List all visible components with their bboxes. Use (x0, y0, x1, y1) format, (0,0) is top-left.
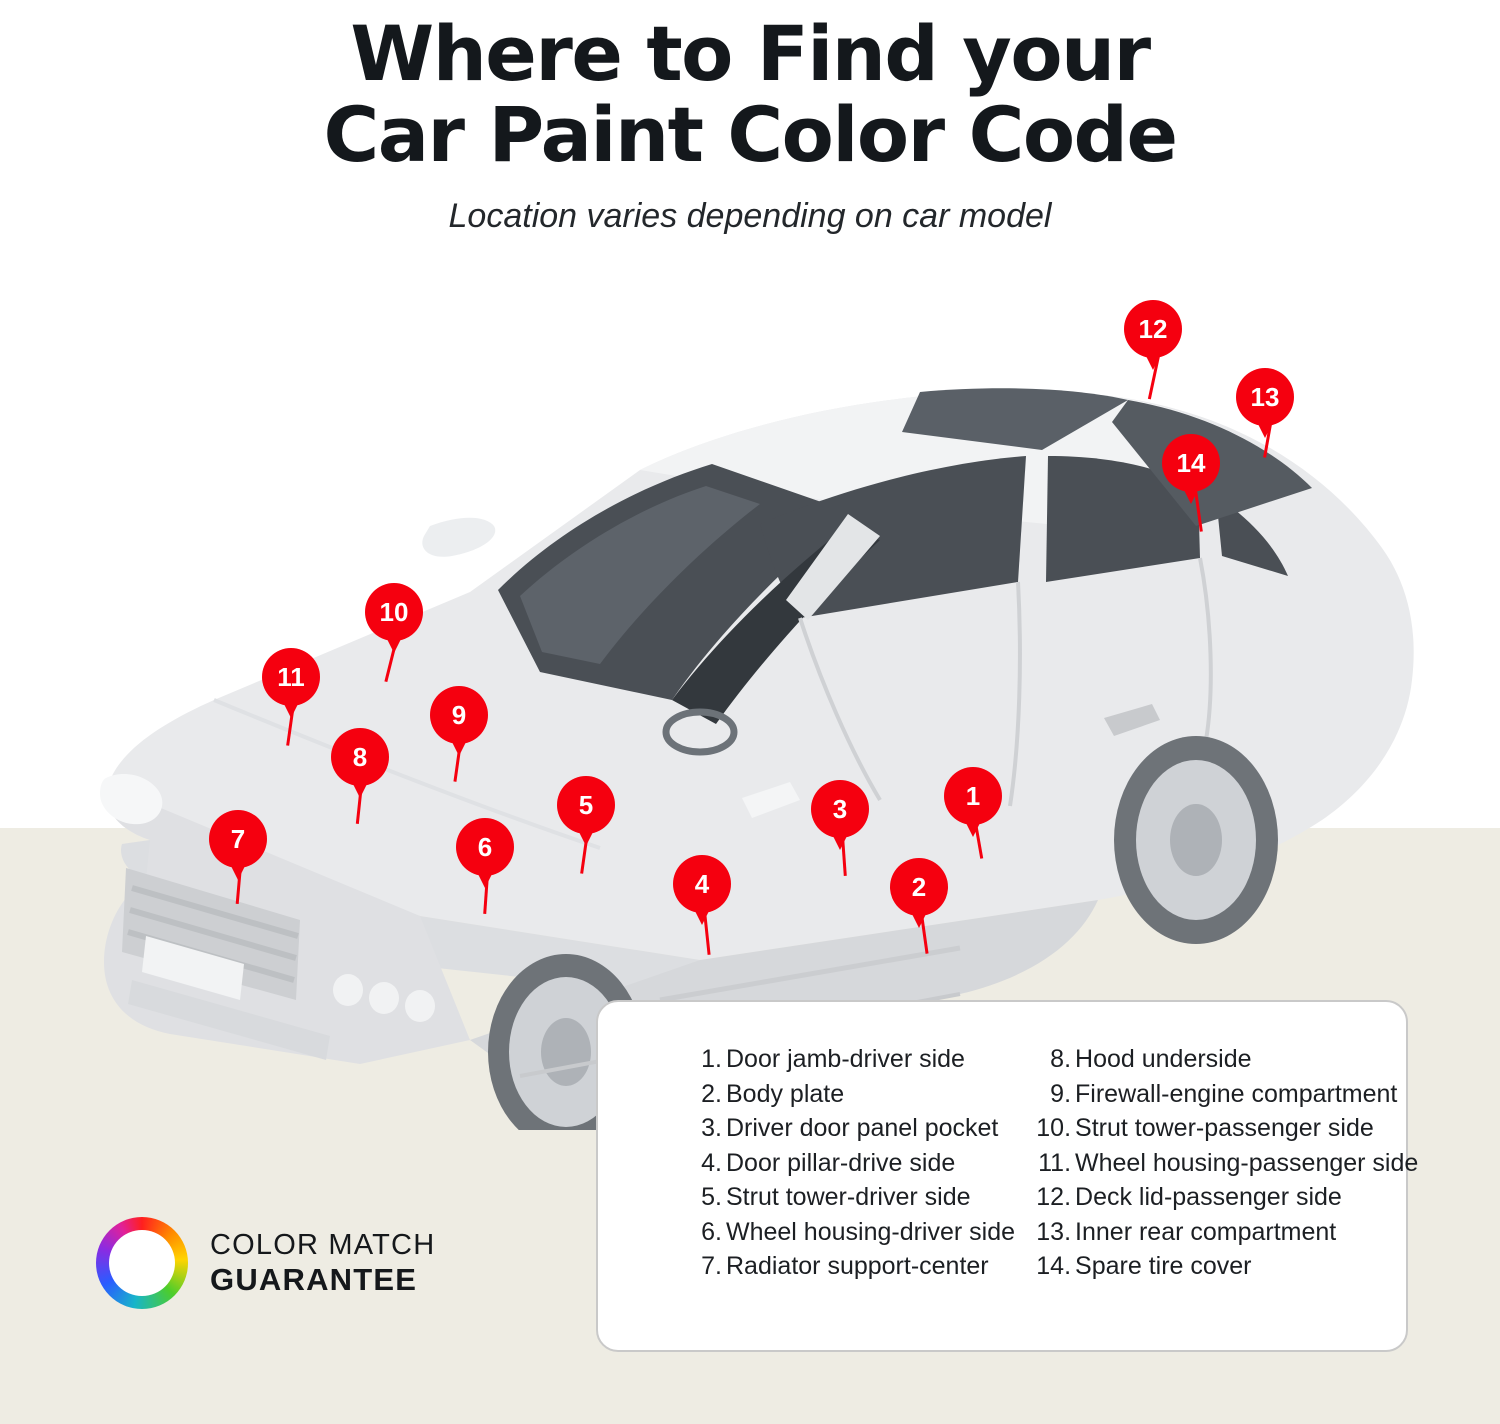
map-pin-2[interactable]: 2 (890, 858, 948, 916)
legend-item-number: 3. (701, 1114, 722, 1142)
map-pin-6[interactable]: 6 (456, 818, 514, 876)
color-match-guarantee-logo (96, 1208, 516, 1318)
color-wheel-icon (96, 1217, 188, 1309)
legend-item-label: Strut tower-passenger side (1075, 1114, 1374, 1142)
legend-item (684, 1111, 1015, 1146)
map-pin-14[interactable]: 14 (1162, 434, 1220, 492)
legend-item-number: 6. (701, 1217, 722, 1246)
legend-item-number: 7. (701, 1252, 722, 1280)
legend-item (684, 1180, 1015, 1215)
legend-item-label: Radiator support-center (726, 1252, 989, 1280)
legend-item (1033, 1249, 1418, 1284)
map-pin-5[interactable]: 5 (557, 776, 615, 834)
logo-text (210, 1229, 435, 1298)
legend-item-number: 4. (701, 1148, 722, 1177)
legend-item-number: 11. (1038, 1148, 1072, 1177)
legend-item (1033, 1146, 1418, 1181)
legend-item-label: Inner rear compartment (1075, 1217, 1337, 1246)
legend-item (684, 1042, 1015, 1077)
legend-item-number: 12. (1036, 1183, 1072, 1211)
legend-item-number: 5. (701, 1183, 722, 1211)
page-title-line2: Car Paint Color Code (323, 89, 1177, 179)
legend-item-label: Wheel housing-driver side (726, 1217, 1016, 1246)
legend-item (1033, 1111, 1418, 1146)
legend-item-label: Firewall-engine compartment (1075, 1079, 1398, 1108)
legend-item-label: Strut tower-driver side (726, 1183, 971, 1211)
legend-item (684, 1249, 1015, 1284)
map-pin-8[interactable]: 8 (331, 728, 389, 786)
logo-line-2: GUARANTEE (210, 1261, 418, 1297)
legend-item-label: Driver door panel pocket (726, 1114, 999, 1142)
legend-item (684, 1146, 1015, 1181)
legend-column-right (1015, 1042, 1418, 1284)
legend-item-number: 13. (1036, 1217, 1072, 1246)
legend-item-number: 1. (701, 1045, 722, 1073)
map-pin-1[interactable]: 1 (944, 767, 1002, 825)
legend-item-number: 10. (1036, 1114, 1072, 1142)
eyedropper-icon (96, 1217, 188, 1309)
legend-item-label: Spare tire cover (1075, 1252, 1252, 1280)
legend-item (684, 1215, 1015, 1250)
legend-item (684, 1077, 1015, 1112)
legend-item-label: Deck lid-passenger side (1075, 1183, 1342, 1211)
map-pin-7[interactable]: 7 (209, 810, 267, 868)
map-pin-11[interactable]: 11 (262, 648, 320, 706)
legend-item-label: Body plate (726, 1079, 845, 1108)
legend-item-number: 8. (1050, 1045, 1072, 1073)
map-pin-12[interactable]: 12 (1124, 300, 1182, 358)
legend-item-label: Door jamb-driver side (726, 1045, 965, 1073)
legend-item (1033, 1042, 1418, 1077)
logo-line-1: COLOR MATCH (210, 1228, 436, 1261)
legend-item-number: 14. (1036, 1252, 1072, 1280)
rear-wheel (1114, 736, 1278, 944)
map-pin-10[interactable]: 10 (365, 583, 423, 641)
legend-item-number: 2. (701, 1079, 722, 1108)
legend-item-label: Hood underside (1075, 1045, 1252, 1073)
legend-item (1033, 1215, 1418, 1250)
legend-panel (596, 1000, 1419, 1352)
legend-item-label: Wheel housing-passenger side (1075, 1148, 1419, 1177)
page-title (0, 9, 1500, 179)
legend-item (1033, 1077, 1418, 1112)
map-pin-9[interactable]: 9 (430, 686, 488, 744)
map-pin-4[interactable]: 4 (673, 855, 731, 913)
legend-column-left (626, 1042, 1015, 1284)
map-pin-3[interactable]: 3 (811, 780, 869, 838)
map-pin-13[interactable]: 13 (1236, 368, 1294, 426)
page-subtitle: Location varies depending on car model (448, 197, 1052, 236)
legend-item (1033, 1180, 1418, 1215)
header (0, 0, 1500, 236)
page-title-line1: Where to Find your (350, 9, 1150, 98)
legend-item-label: Door pillar-drive side (726, 1148, 956, 1177)
legend-item-number: 9. (1050, 1079, 1072, 1108)
